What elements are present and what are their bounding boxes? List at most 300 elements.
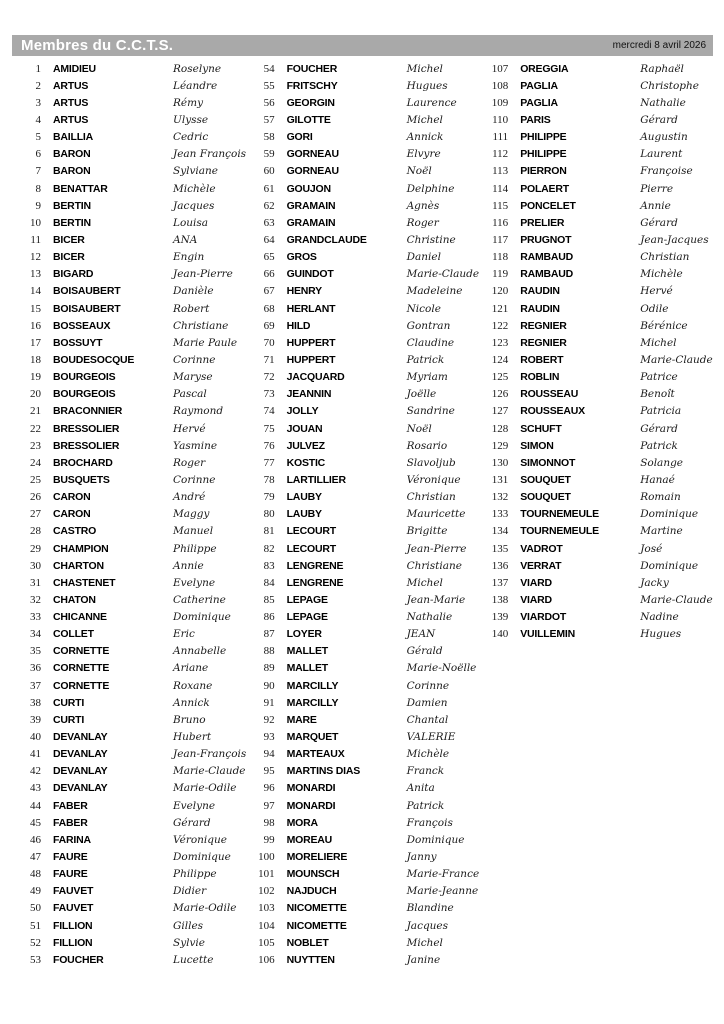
member-number: 103 (258, 902, 275, 915)
member-lastname: CHICANNE (53, 611, 107, 624)
member-lastname: MONARDI (286, 799, 336, 812)
member-number: 123 (491, 336, 509, 349)
member-number: 38 (30, 696, 41, 709)
member-firstname: José (640, 542, 663, 555)
member-number: 82 (263, 542, 275, 555)
member-number: 5 (35, 131, 41, 144)
member-row (479, 283, 713, 300)
member-row (246, 283, 480, 300)
member-number: 39 (30, 713, 41, 726)
member-lastname: SOUQUET (520, 491, 571, 504)
member-firstname: Hervé (173, 422, 206, 435)
member-row (246, 831, 480, 848)
member-number: 96 (263, 782, 275, 795)
member-lastname: CARON (53, 508, 91, 521)
member-row (246, 951, 480, 968)
member-firstname: Christiane (406, 559, 462, 572)
member-row (246, 94, 480, 111)
member-number: 62 (263, 199, 275, 212)
member-row (12, 283, 246, 300)
member-lastname: FOUCHER (286, 62, 338, 75)
member-firstname: Martine (640, 525, 683, 538)
member-row (479, 146, 713, 163)
member-lastname: MARCILLY (286, 679, 339, 692)
member-lastname: BAILLIA (53, 131, 94, 144)
member-lastname: BUSQUETS (53, 473, 110, 486)
member-lastname: BRACONNIER (53, 405, 123, 418)
member-firstname: Hugues (640, 628, 682, 641)
member-lastname: RAMBAUD (520, 268, 574, 281)
member-firstname: Maryse (173, 371, 213, 384)
member-lastname: HILD (286, 319, 311, 332)
member-number: 85 (263, 593, 275, 606)
member-firstname: Marie-Claude (640, 353, 713, 366)
member-number: 43 (30, 782, 41, 795)
member-row (246, 694, 480, 711)
member-row (246, 420, 480, 437)
member-number: 124 (491, 353, 509, 366)
member-firstname: Cedric (173, 131, 209, 144)
member-firstname: Ariane (173, 662, 209, 675)
member-number: 61 (263, 182, 275, 195)
member-firstname: Annick (406, 131, 444, 144)
member-lastname: CURTI (53, 713, 85, 726)
member-firstname: Myriam (406, 371, 448, 384)
member-lastname: JOLLY (286, 405, 319, 418)
member-number: 131 (491, 473, 509, 486)
member-lastname: LECOURT (286, 542, 336, 555)
member-lastname: SOUQUET (520, 473, 571, 486)
member-lastname: OREGGIA (520, 62, 569, 75)
member-firstname: Franck (406, 765, 445, 778)
member-firstname: ANA (173, 233, 198, 246)
member-firstname: Roger (406, 216, 439, 229)
member-lastname: LEPAGE (286, 593, 328, 606)
member-number: 2 (35, 79, 41, 92)
member-firstname: Claudine (406, 336, 455, 349)
member-firstname: Sylviane (173, 165, 219, 178)
member-row (246, 77, 480, 94)
member-firstname: Gérald (406, 645, 443, 658)
member-firstname: Marie-Odile (173, 902, 237, 915)
member-lastname: HUPPERT (286, 336, 336, 349)
member-firstname: Jean-Marie (406, 593, 466, 606)
member-number: 81 (263, 525, 275, 538)
member-firstname: Damien (406, 696, 448, 709)
member-lastname: ROBLIN (520, 371, 560, 384)
member-list (12, 60, 713, 968)
member-firstname: Patricia (640, 405, 682, 418)
member-row (479, 506, 713, 523)
member-row (12, 591, 246, 608)
member-row (246, 369, 480, 386)
member-row (12, 626, 246, 643)
member-row (246, 814, 480, 831)
member-firstname: Annie (173, 559, 204, 572)
member-row (246, 660, 480, 677)
member-row (246, 746, 480, 763)
member-row (12, 523, 246, 540)
member-row (12, 951, 246, 968)
member-number: 28 (30, 525, 41, 538)
member-firstname: Nathalie (406, 611, 453, 624)
member-row (12, 746, 246, 763)
member-lastname: MALLET (286, 645, 328, 658)
member-number: 138 (491, 593, 509, 606)
member-number: 48 (30, 868, 41, 881)
member-firstname: Corinne (406, 679, 450, 692)
member-row (12, 866, 246, 883)
member-firstname: Corinne (173, 473, 216, 486)
member-lastname: VIARDOT (520, 611, 567, 624)
member-firstname: Sandrine (406, 405, 455, 418)
member-lastname: ROBERT (520, 353, 564, 366)
member-number: 102 (258, 885, 275, 898)
member-lastname: BICER (53, 233, 85, 246)
member-row (12, 883, 246, 900)
member-firstname: Nadine (640, 611, 679, 624)
member-lastname: TOURNEMEULE (520, 525, 599, 538)
member-lastname: CASTRO (53, 525, 97, 538)
member-firstname: Christian (406, 491, 456, 504)
member-lastname: PRUGNOT (520, 233, 572, 246)
member-row (12, 643, 246, 660)
member-row (246, 883, 480, 900)
member-number: 14 (30, 285, 41, 298)
member-row (246, 591, 480, 608)
member-lastname: MARE (286, 713, 317, 726)
member-firstname: Engin (173, 251, 205, 264)
member-firstname: Michel (406, 62, 443, 75)
member-row (246, 728, 480, 745)
member-row (246, 111, 480, 128)
member-lastname: CHATON (53, 593, 96, 606)
member-lastname: LENGRENE (286, 576, 344, 589)
member-row (246, 643, 480, 660)
member-row (12, 266, 246, 283)
member-number: 6 (35, 148, 41, 161)
member-lastname: NUYTTEN (286, 953, 335, 966)
member-number: 88 (263, 645, 275, 658)
member-number: 24 (30, 456, 41, 469)
member-number: 23 (30, 439, 41, 452)
member-lastname: CARON (53, 491, 91, 504)
member-row (479, 231, 713, 248)
member-firstname: Patrick (406, 353, 445, 366)
member-number: 108 (491, 79, 509, 92)
member-firstname: André (173, 491, 206, 504)
member-row (12, 386, 246, 403)
member-lastname: BRESSOLIER (53, 422, 120, 435)
member-firstname: Noël (406, 165, 432, 178)
member-firstname: Lucette (173, 953, 214, 966)
member-row (12, 677, 246, 694)
member-firstname: Michèle (173, 182, 216, 195)
header-date: mercredi 8 avril 2026 (612, 40, 706, 51)
member-row (246, 351, 480, 368)
member-lastname: SCHUFT (520, 422, 562, 435)
member-row (479, 557, 713, 574)
member-number: 20 (30, 388, 41, 401)
member-firstname: Jean-Jacques (640, 233, 709, 246)
member-firstname: Marie Paule (173, 336, 238, 349)
member-row (479, 626, 713, 643)
member-number: 41 (30, 748, 41, 761)
member-firstname: Jean-Pierre (173, 268, 233, 281)
member-lastname: LAUBY (286, 508, 322, 521)
member-number: 63 (263, 216, 275, 229)
member-lastname: FARINA (53, 833, 91, 846)
member-number: 26 (30, 491, 41, 504)
member-row (246, 163, 480, 180)
member-number: 79 (263, 491, 275, 504)
member-row (479, 420, 713, 437)
member-lastname: LOYER (286, 628, 322, 641)
member-firstname: Annick (173, 696, 210, 709)
member-row (479, 454, 713, 471)
member-number: 133 (491, 508, 509, 521)
member-number: 126 (491, 388, 509, 401)
member-row (12, 711, 246, 728)
member-lastname: NICOMETTE (286, 919, 347, 932)
member-lastname: POLAERT (520, 182, 569, 195)
member-row (12, 77, 246, 94)
member-firstname: François (406, 816, 453, 829)
member-number: 90 (263, 679, 275, 692)
member-row (246, 763, 480, 780)
member-firstname: Daniel (406, 251, 441, 264)
member-firstname: Gontran (406, 319, 451, 332)
member-number: 34 (30, 628, 41, 641)
member-row (479, 111, 713, 128)
member-number: 36 (30, 662, 41, 675)
member-number: 99 (263, 833, 275, 846)
member-row (479, 163, 713, 180)
member-lastname: BOSSEAUX (53, 319, 111, 332)
member-number: 84 (263, 576, 275, 589)
member-row (12, 146, 246, 163)
member-number: 135 (491, 542, 509, 555)
member-firstname: Solange (640, 456, 684, 469)
member-firstname: Gérard (640, 216, 678, 229)
member-row (246, 574, 480, 591)
member-firstname: Léandre (173, 79, 218, 92)
member-number: 83 (263, 559, 275, 572)
member-row (246, 129, 480, 146)
member-lastname: BENATTAR (53, 182, 108, 195)
member-firstname: Chantal (406, 713, 449, 726)
member-firstname: Mauricette (406, 508, 466, 521)
member-firstname: Yasmine (173, 439, 218, 452)
member-lastname: MARQUET (286, 731, 339, 744)
member-row (12, 403, 246, 420)
member-firstname: Ulysse (173, 113, 209, 126)
member-lastname: CHAMPION (53, 542, 109, 555)
member-number: 12 (30, 251, 41, 264)
member-number: 68 (263, 302, 275, 315)
member-number: 122 (491, 319, 509, 332)
member-number: 98 (263, 816, 275, 829)
member-firstname: Jacques (173, 199, 215, 212)
member-lastname: BERTIN (53, 199, 91, 212)
member-number: 74 (263, 405, 275, 418)
member-lastname: VADROT (520, 542, 563, 555)
member-firstname: Michel (406, 113, 443, 126)
member-row (12, 317, 246, 334)
member-row (479, 334, 713, 351)
member-row (246, 540, 480, 557)
member-number: 32 (30, 593, 41, 606)
member-row (479, 249, 713, 266)
member-number: 66 (263, 268, 275, 281)
member-number: 55 (263, 79, 275, 92)
member-number: 130 (491, 456, 509, 469)
member-row (246, 386, 480, 403)
member-firstname: JEAN (406, 628, 436, 641)
member-number: 44 (30, 799, 41, 812)
member-number: 92 (263, 713, 275, 726)
member-number: 116 (492, 216, 509, 229)
member-number: 42 (30, 765, 41, 778)
member-number: 35 (30, 645, 41, 658)
member-firstname: Brigitte (406, 525, 448, 538)
member-lastname: BOISAUBERT (53, 285, 121, 298)
member-number: 101 (258, 868, 275, 881)
member-firstname: Marie-Noëlle (406, 662, 477, 675)
member-lastname: JEANNIN (286, 388, 332, 401)
member-number: 73 (263, 388, 275, 401)
member-firstname: Slavoljub (406, 456, 456, 469)
member-firstname: Danièle (173, 285, 214, 298)
header-bar (12, 35, 713, 56)
member-number: 136 (491, 559, 509, 572)
member-row (246, 60, 480, 77)
member-lastname: MOREAU (286, 833, 333, 846)
member-number: 89 (263, 662, 275, 675)
member-firstname: Michel (406, 936, 443, 949)
member-row (479, 180, 713, 197)
member-firstname: Corinne (173, 353, 216, 366)
member-number: 49 (30, 885, 41, 898)
member-number: 4 (35, 113, 41, 126)
member-lastname: BARON (53, 148, 91, 161)
member-number: 1 (35, 62, 41, 75)
member-number: 37 (30, 679, 41, 692)
member-lastname: PHILIPPE (520, 131, 567, 144)
member-firstname: Hervé (640, 285, 673, 298)
member-firstname: Jacques (406, 919, 449, 932)
member-lastname: PONCELET (520, 199, 576, 212)
member-lastname: CHARTON (53, 559, 104, 572)
member-lastname: CURTI (53, 696, 85, 709)
member-row (479, 60, 713, 77)
member-number: 69 (263, 319, 275, 332)
member-row (479, 437, 713, 454)
member-lastname: HUPPERT (286, 353, 336, 366)
member-lastname: FILLION (53, 919, 93, 932)
member-firstname: Catherine (173, 593, 226, 606)
member-row (479, 129, 713, 146)
member-firstname: Romain (640, 491, 681, 504)
member-lastname: NAJDUCH (286, 885, 337, 898)
member-row (12, 420, 246, 437)
member-number: 137 (491, 576, 509, 589)
member-row (246, 506, 480, 523)
member-lastname: MARCILLY (286, 696, 339, 709)
member-row (12, 763, 246, 780)
member-lastname: NICOMETTE (286, 902, 347, 915)
member-lastname: MORA (286, 816, 318, 829)
member-lastname: ARTUS (53, 96, 89, 109)
member-lastname: LARTILLIER (286, 473, 346, 486)
member-firstname: Roxane (173, 679, 213, 692)
member-row (12, 934, 246, 951)
member-number: 117 (492, 233, 509, 246)
member-firstname: Annie (640, 199, 671, 212)
member-lastname: RAUDIN (520, 302, 560, 315)
member-lastname: HERLANT (286, 302, 336, 315)
member-number: 15 (30, 302, 41, 315)
member-firstname: Marie-France (406, 868, 480, 881)
member-number: 94 (263, 748, 275, 761)
member-number: 120 (491, 285, 509, 298)
member-lastname: DEVANLAY (53, 782, 108, 795)
member-lastname: PAGLIA (520, 96, 558, 109)
member-lastname: BIGARD (53, 268, 94, 281)
member-firstname: Michel (640, 336, 677, 349)
member-lastname: MALLET (286, 662, 328, 675)
member-lastname: RAMBAUD (520, 251, 574, 264)
member-firstname: Jacky (640, 576, 669, 589)
member-number: 129 (491, 439, 509, 452)
member-row (12, 197, 246, 214)
member-firstname: Michèle (406, 748, 450, 761)
member-row (12, 111, 246, 128)
member-number: 10 (30, 216, 41, 229)
member-number: 127 (491, 405, 509, 418)
member-number: 59 (263, 148, 275, 161)
member-row (479, 94, 713, 111)
member-number: 107 (491, 62, 509, 75)
member-lastname: RAUDIN (520, 285, 560, 298)
member-row (246, 797, 480, 814)
member-lastname: TOURNEMEULE (520, 508, 599, 521)
member-number: 97 (263, 799, 275, 812)
member-number: 17 (30, 336, 41, 349)
member-lastname: GEORGIN (286, 96, 335, 109)
member-row (12, 60, 246, 77)
member-row (12, 471, 246, 488)
member-row (479, 369, 713, 386)
member-number: 91 (263, 696, 275, 709)
member-number: 13 (30, 268, 41, 281)
member-row (12, 249, 246, 266)
member-row (12, 900, 246, 917)
member-row (12, 351, 246, 368)
member-row (12, 814, 246, 831)
member-row (12, 454, 246, 471)
member-number: 71 (263, 353, 275, 366)
member-lastname: VIARD (520, 593, 552, 606)
member-lastname: FOUCHER (53, 953, 104, 966)
member-firstname: Janny (406, 851, 437, 864)
member-firstname: Philippe (173, 542, 217, 555)
member-lastname: FAURE (53, 868, 88, 881)
member-lastname: VIARD (520, 576, 552, 589)
member-row (12, 94, 246, 111)
member-lastname: GORI (286, 131, 313, 144)
member-row (12, 214, 246, 231)
